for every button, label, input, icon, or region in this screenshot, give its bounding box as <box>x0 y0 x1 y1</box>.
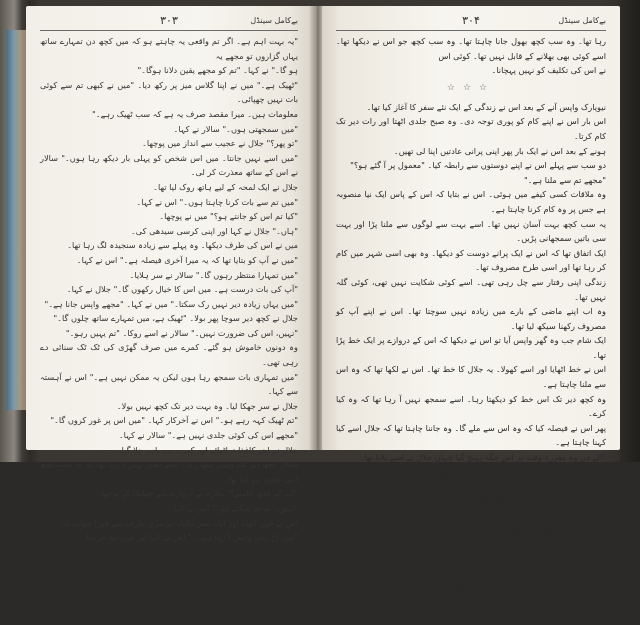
text-line: "یہ بات ٹھیک ہے۔" <box>540 612 606 623</box>
section-break-stars: ☆☆☆ <box>446 82 496 93</box>
text-line: "میں سمجھتی ہوں۔" سالار نے کہا۔ <box>173 123 298 134</box>
text-line: جلال نے ایک لمحہ کے لیے ہاتھ روک لیا تھا۔ <box>153 181 298 192</box>
left-running-head: بےکامل سینڈل <box>250 16 298 25</box>
text-line: جلال نے کچھ دیر سوچا پھر بولا۔ "ٹھیک ہے، میں تمہارے ساتھ چلوں گا۔" <box>53 313 298 324</box>
right-page-header <box>336 16 606 31</box>
text-line: "یہ بہت اہم ہے۔ اگر تم واقعی یہ چاہتے ہو کہ میں کچھ دن تمہارے ساتھ یہاں گزاروں تو مجھے یہ <box>40 36 298 61</box>
text-line: وہ کچھ دیر تک اس خط کو دیکھتا رہا۔ اسے سمجھ نہیں آ رہا تھا کہ وہ کیا کرے۔ <box>336 393 606 419</box>
text-line: وہ ملاقات کسی کیفے میں ہوئی۔ اس نے بتایا کہ اس کے پاس ایک نیا منصوبہ ہے جس پر وہ کام کرنا چاہتا ہے۔ <box>336 189 606 214</box>
text-line: "میں تم سے بات کرنا چاہتا ہوں۔" اس نے کہا۔ <box>136 196 298 207</box>
text-line: میں نے اس کی طرف دیکھا۔ وہ پہلے سے زیادہ سنجیدہ لگ رہا تھا۔ <box>67 240 298 251</box>
text-line: جلال نے اس کی طرف دیکھا اور کہا، "میں تم سے معافی مانگنا چاہتا ہوں۔" <box>345 525 606 535</box>
text-line: "میں تمہاری بات سمجھ رہا ہوں لیکن یہ ممکن نہیں ہے۔" اس نے آہستہ سے کہا۔ <box>40 371 298 397</box>
text-line: رہا تھا۔ وہ سب کچھ بھول جانا چاہتا تھا۔ وہ سب کچھ جو اس نے دیکھا تھا۔ اسے کوئی بھی بھلانے کے قابل نہیں تھا۔ کوئی اس <box>336 36 606 61</box>
text-line: سالار نے سر ہلایا۔ "اب اس کا کوئی فائدہ نہیں۔" <box>435 568 606 579</box>
text-line: ہو گا۔" نے کہا۔ "تم کو مجھے یقین دلانا ہوگا۔" <box>137 65 298 76</box>
text-line: ایک اتفاق تھا کہ اس نے ایک پرانے دوست کو دیکھا۔ وہ بھی اسی شہر میں کام کر رہا تھا اور اسی طرح مصروف تھا۔ <box>336 247 606 273</box>
text-line: "مجھے تم سے ملنا ہے۔" <box>523 174 606 185</box>
text-line: یہ سب کچھ بہت آسان نہیں تھا۔ اسے بہت سے لوگوں سے ملنا پڑا اور بہت سی باتیں سمجھانی پڑیں۔ <box>336 218 606 244</box>
text-line: پھر اس نے فیصلہ کیا کہ وہ اس سے ملے گا۔ وہ جاننا چاہتا تھا کہ جلال اسے کیا کہنا چاہتا ہے۔ <box>336 422 606 448</box>
text-line: جلال نے سر جھکا لیا۔ وہ بہت دیر تک کچھ نہیں بولا۔ <box>116 400 298 411</box>
text-line: اگلے دن وہ مقررہ وقت پر اس جگہ پہنچ گیا جہاں جلال نے اسے بلایا تھا۔ <box>359 452 606 463</box>
text-line: "میں یہاں زیادہ دیر نہیں رک سکتا۔" میں نے کہا۔ "مجھے واپس جانا ہے۔" <box>44 298 298 309</box>
text-line: سالار کچھ دیر تک وہیں بیٹھا رہا۔ اسے یقین نہیں آ رہا تھا کہ یہ سب کچھ اتنی جلدی ہو گیا تھا۔ <box>40 459 298 484</box>
text-line: وہ دونوں خاموش ہو گئے۔ کمرے میں صرف گھڑی کی ٹک ٹک سنائی دے رہی تھی۔ <box>40 342 298 368</box>
left-page <box>26 6 312 543</box>
text-line: جلال پہلے سے وہاں موجود تھا۔ اس نے اسے دیکھ کر ہاتھ ہلایا اور مسکرایا۔ <box>346 466 606 477</box>
text-line: زندگی اپنی رفتار سے چل رہی تھی۔ اسے کوئی شکایت نہیں تھی، کوئی گلہ نہیں تھا۔ <box>336 276 606 302</box>
text-line: "تو پھر؟" جلال نے عجیب سے انداز میں پوچھا۔ <box>142 138 298 149</box>
text-line: "کیا تم اس کو جانتے ہو؟" میں نے پوچھا۔ <box>159 211 298 222</box>
text-line: اس بار اس نے اپنے کام کو پوری توجہ دی۔ وہ صبح جلدی اٹھتا اور رات دیر تک کام کرتا۔ <box>336 116 606 141</box>
text-line: "آپ کی بات درست ہے۔ میں اس کا خیال رکھوں گا۔" جلال نے کہا۔ <box>66 284 298 295</box>
text-line: "تم آ گئے۔" اس نے کہا۔ "مجھے یقین نہیں تھا کہ تم آؤ گے۔" <box>401 481 606 492</box>
text-line: "تم ٹھیک کہہ رہے ہو۔" اس نے آخرکار کہا۔ "میں اس پر غور کروں گا۔" <box>50 415 298 426</box>
text-line: "ٹھیک ہے۔" میں نے اپنا گلاس میز پر رکھ دیا۔ "میں نے کبھی تم سے کوئی بات نہیں چھپائی۔ <box>40 79 298 105</box>
text-line: "سب کچھ کی۔" جلال نے کہا۔ "میں نے تمہارے ساتھ اچھا نہیں کیا۔" <box>372 554 606 565</box>
text-line: اس نے فون اٹھایا اور ایک نمبر ملایا۔ دوسری طرف سے فوراً جواب آیا۔ <box>58 517 298 528</box>
text-line: ہونے کے بعد اس نے ایک بار پھر اپنی پرانی عادتیں اپنا لی تھیں۔ <box>393 145 606 156</box>
text-line: "میں نے آپ کو بتایا تھا کہ یہ میرا آخری فیصلہ ہے۔" اس نے کہا۔ <box>76 254 298 265</box>
text-line: ایک شام جب وہ گھر واپس آیا تو اس نے دیکھا کہ اس کے دروازے پر ایک خط پڑا تھا۔ <box>336 335 606 360</box>
right-top-text <box>336 34 606 78</box>
text-line: "ہاں، میں جانتا ہوں۔" جلال نے کہا۔ "لیکن پھر بھی میں چاہتا تھا کہ تم جان لو۔" <box>336 583 606 608</box>
text-line: نے اس کی تکلیف کو نہیں پہچانا۔ <box>491 65 606 76</box>
text-line: "ہاں۔" جلال نے کہا اور اپنی کرسی سیدھی کی۔ <box>130 225 298 236</box>
text-line: "میں تمہارا منتظر رہوں گا۔" سالار نے سر ہلایا۔ <box>129 269 298 280</box>
right-page-body <box>336 34 606 623</box>
text-line: "میں آج رات واپس آ رہا ہوں۔" اس نے کہا اور فون بند کر دیا۔ <box>81 532 298 543</box>
right-page-number: ۳۰۴ <box>462 14 480 27</box>
text-line: "نہیں، اس کی ضرورت نہیں۔" سالار نے اسے روکا۔ "تم یہیں رہو۔" <box>65 327 298 338</box>
background-edge-right <box>620 0 640 462</box>
text-line: جلال نے اپنے کاغذات اٹھائے اور کمرے سے باہر چلا گیا۔ <box>116 444 298 455</box>
text-line: اس نے خط اٹھایا اور اسے کھولا۔ یہ جلال کا خط تھا۔ اس نے لکھا تھا کہ وہ اس سے ملنا چاہتا ہے۔ <box>336 364 606 390</box>
text-line: "آپ کو کچھ چاہیے؟" ملازم نے دروازے سے جھانک کر پوچھا۔ <box>96 488 298 499</box>
right-main-text <box>336 100 606 625</box>
text-line: "کس بات کی معافی؟" سالار نے پوچھا۔ <box>471 539 606 550</box>
background-edge <box>6 30 26 410</box>
text-line: سالار نے کچھ نہیں کہا۔ وہ خاموشی سے اس کے سامنے والی کرسی پر بیٹھ گیا۔ <box>336 495 606 521</box>
text-line: دو سب سے پہلے اس نے اپنے دوستوں سے رابطہ کیا۔ "معمول پر آ گئے ہو؟" <box>350 160 606 171</box>
text-line: معلومات ہیں۔ میرا مقصد صرف یہ ہے کہ سب ٹھیک رہے۔" <box>92 108 298 119</box>
right-page <box>322 6 620 623</box>
left-page-header <box>40 16 298 31</box>
text-line: "نہیں۔ تم جا سکتے ہو۔" اس نے کہا۔ <box>168 503 298 513</box>
text-line: "میں اسے نہیں جانتا۔ میں اس شخص کو پہلی بار دیکھ رہا ہوں۔" سالار نے اس کے ساتھ معذرت کر لی۔ <box>40 152 298 178</box>
left-page-body <box>40 34 298 543</box>
text-line: "مجھے اس کی کوئی جلدی نہیں ہے۔" سالار نے کہا۔ <box>118 430 298 441</box>
right-running-head: بےکامل سینڈل <box>558 16 606 25</box>
text-line: وہ اب اپنے ماضی کے بارے میں زیادہ نہیں سوچتا تھا۔ اس نے اپنے آپ کو مصروف رکھنا سیکھ لیا تھا۔ <box>336 306 606 331</box>
text-line: نیویارک واپس آنے کے بعد اس نے زندگی کے ایک نئے سفر کا آغاز کیا تھا۔ <box>366 101 606 112</box>
left-page-number: ۳۰۳ <box>160 14 178 27</box>
